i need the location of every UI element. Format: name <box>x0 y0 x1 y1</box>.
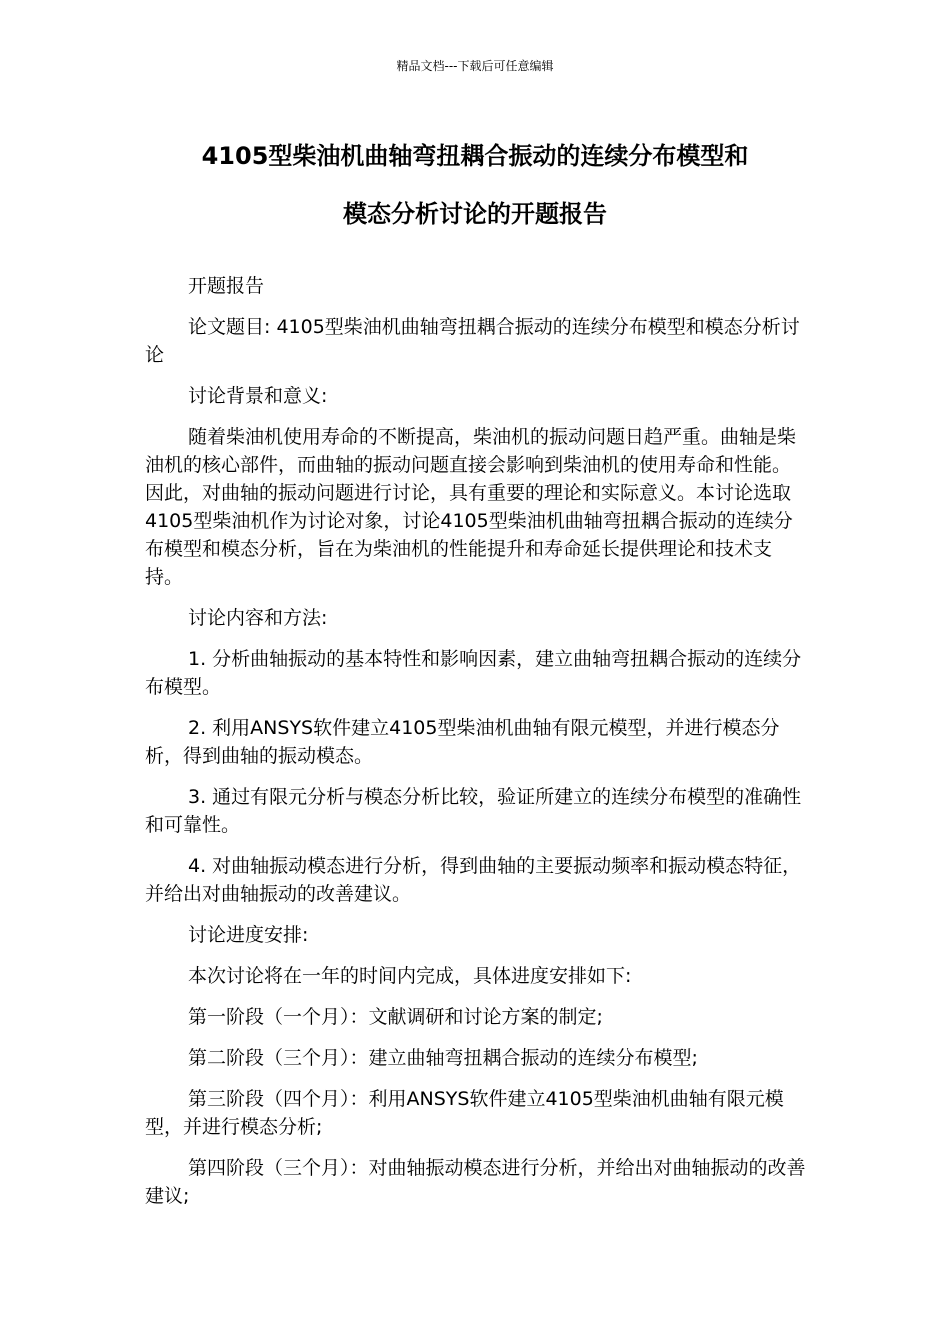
thesis-title-paragraph: 论文题目: 4105型柴油机曲轴弯扭耦合振动的连续分布模型和模态分析讨论 <box>145 316 800 366</box>
section-heading-background: 讨论背景和意义: <box>188 385 328 407</box>
background-paragraph: 随着柴油机使用寿命的不断提高，柴油机的振动问题日趋严重。曲轴是柴油机的核心部件，而曲轴的振动问题直接会影响到柴油机的使用寿命和性能。因此，对曲轴的振动问题进行讨论，具有重要的理论和实际意义。本讨论选取4105型柴油机作为讨论对象，讨论4105型柴油机曲轴弯扭耦合振动的连续分布模型和模态分析，旨在为柴油机的性能提升和寿命延长提供理论和技术支持。 <box>145 426 797 588</box>
section-heading-schedule: 讨论进度安排: <box>188 924 309 946</box>
section-heading-content-methods: 讨论内容和方法: <box>188 607 328 629</box>
method-item-2: 2. 利用ANSYS软件建立4105型柴油机曲轴有限元模型，并进行模态分析，得到曲轴的振动模态。 <box>145 717 780 767</box>
schedule-stage-4: 第四阶段（三个月）：对曲轴振动模态进行分析，并给出对曲轴振动的改善建议; <box>145 1157 806 1207</box>
section-label-proposal: 开题报告 <box>188 275 265 297</box>
method-item-3: 3. 通过有限元分析与模态分析比较，验证所建立的连续分布模型的准确性和可靠性。 <box>145 786 802 836</box>
document-title-line-1: 4105型柴油机曲轴弯扭耦合振动的连续分布模型和 <box>201 142 749 170</box>
method-item-1: 1. 分析曲轴振动的基本特性和影响因素，建立曲轴弯扭耦合振动的连续分布模型。 <box>145 648 802 698</box>
schedule-intro: 本次讨论将在一年的时间内完成，具体进度安排如下: <box>188 965 632 987</box>
schedule-stage-1: 第一阶段（一个月）：文献调研和讨论方案的制定; <box>188 1006 603 1028</box>
page-header-watermark: 精品文档---下载后可任意编辑 <box>396 59 554 73</box>
method-item-4: 4. 对曲轴振动模态进行分析，得到曲轴的主要振动频率和振动模态特征，并给出对曲轴振动的改善建议。 <box>145 855 802 905</box>
schedule-stage-3: 第三阶段（四个月）：利用ANSYS软件建立4105型柴油机曲轴有限元模型，并进行模态分析; <box>145 1088 784 1138</box>
document-title-line-2: 模态分析讨论的开题报告 <box>343 200 607 228</box>
schedule-stage-2: 第二阶段（三个月）：建立曲轴弯扭耦合振动的连续分布模型; <box>188 1047 698 1069</box>
document-body <box>145 272 809 1223</box>
